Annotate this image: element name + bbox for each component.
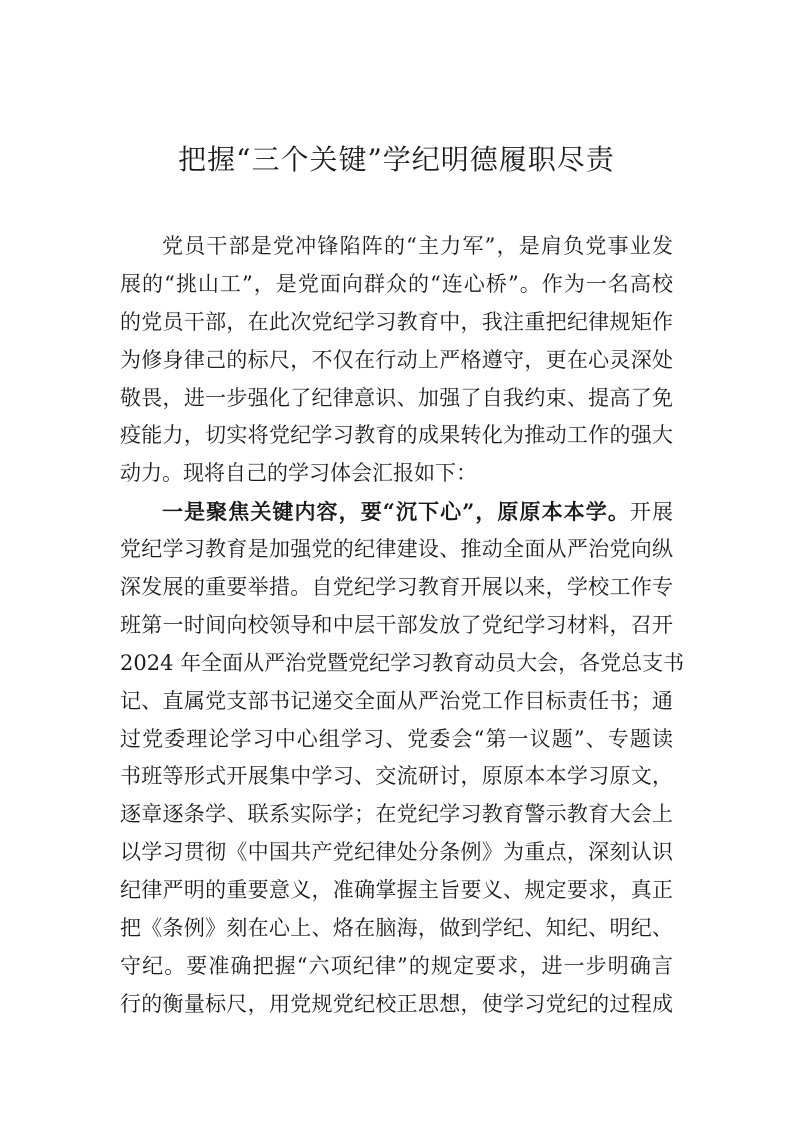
paragraph-line: 2024 年全面从严治党暨党纪学习教育动员大会，各党总支书 (120, 650, 685, 675)
paragraph-line: 展的“挑山工”，是党面向群众的“连心桥”。作为一名高校 (120, 271, 673, 296)
paragraph-line: 以学习贯彻《中国共产党纪律处分条例》为重点，深刻认识 (120, 840, 673, 865)
paragraph-line: 纪律严明的重要意义，准确掌握主旨要义、规定要求，真正 (120, 878, 673, 903)
paragraph-line: 深发展的重要举措。自党纪学习教育开展以来，学校工作专 (120, 575, 673, 600)
paragraph-line: 班第一时间向校领导和中层干部发放了党纪学习材料，召开 (120, 612, 673, 637)
lead-line-rest: 开展 (629, 500, 673, 525)
paragraph-lead-line (120, 493, 673, 531)
paragraph-line: 逐章逐条学、联系实际学；在党纪学习教育警示教育大会上 (120, 802, 673, 827)
paragraph-line: 守纪。要准确把握“六项纪律”的规定要求，进一步明确言 (120, 953, 673, 978)
document-title: 把握“三个关键”学纪明德履职尽责 (178, 143, 615, 176)
section-heading: 一是聚焦关键内容，要“沉下心”，原原本本学。 (162, 499, 630, 525)
paragraph-line: 疫能力，切实将党纪学习教育的成果转化为推动工作的强大 (120, 423, 673, 448)
paragraph-line: 为修身律己的标尺，不仅在行动上严格遵守，更在心灵深处 (120, 347, 673, 372)
paragraph-line: 党员干部是党冲锋陷阵的“主力军”，是肩负党事业发 (162, 234, 673, 258)
paragraph-line: 行的衡量标尺，用党规党纪校正思想，使学习党纪的过程成 (120, 991, 673, 1016)
paragraph-intro (120, 228, 673, 493)
paragraph-line: 敬畏，进一步强化了纪律意识、加强了自我约束、提高了免 (120, 385, 673, 410)
paragraph-line: 党纪学习教育是加强党的纪律建设、推动全面从严治党向纵 (120, 537, 673, 562)
paragraph-line: 的党员干部，在此次党纪学习教育中，我注重把纪律规矩作 (120, 309, 673, 334)
paragraph-line: 记、直属党支部书记递交全面从严治党工作目标责任书；通 (120, 688, 673, 713)
document-body (120, 228, 685, 1024)
paragraph-line: 书班等形式开展集中学习、交流研讨，原原本本学习原文， (120, 764, 673, 789)
paragraph-line: 把《条例》刻在心上、烙在脑海，做到学纪、知纪、明纪、 (120, 916, 673, 941)
paragraph-line: 动力。现将自己的学习体会汇报如下： (120, 461, 477, 486)
paragraph-line: 过党委理论学习中心组学习、党委会“第一议题”、专题读 (120, 726, 673, 751)
paragraph-point-one (120, 493, 685, 1023)
